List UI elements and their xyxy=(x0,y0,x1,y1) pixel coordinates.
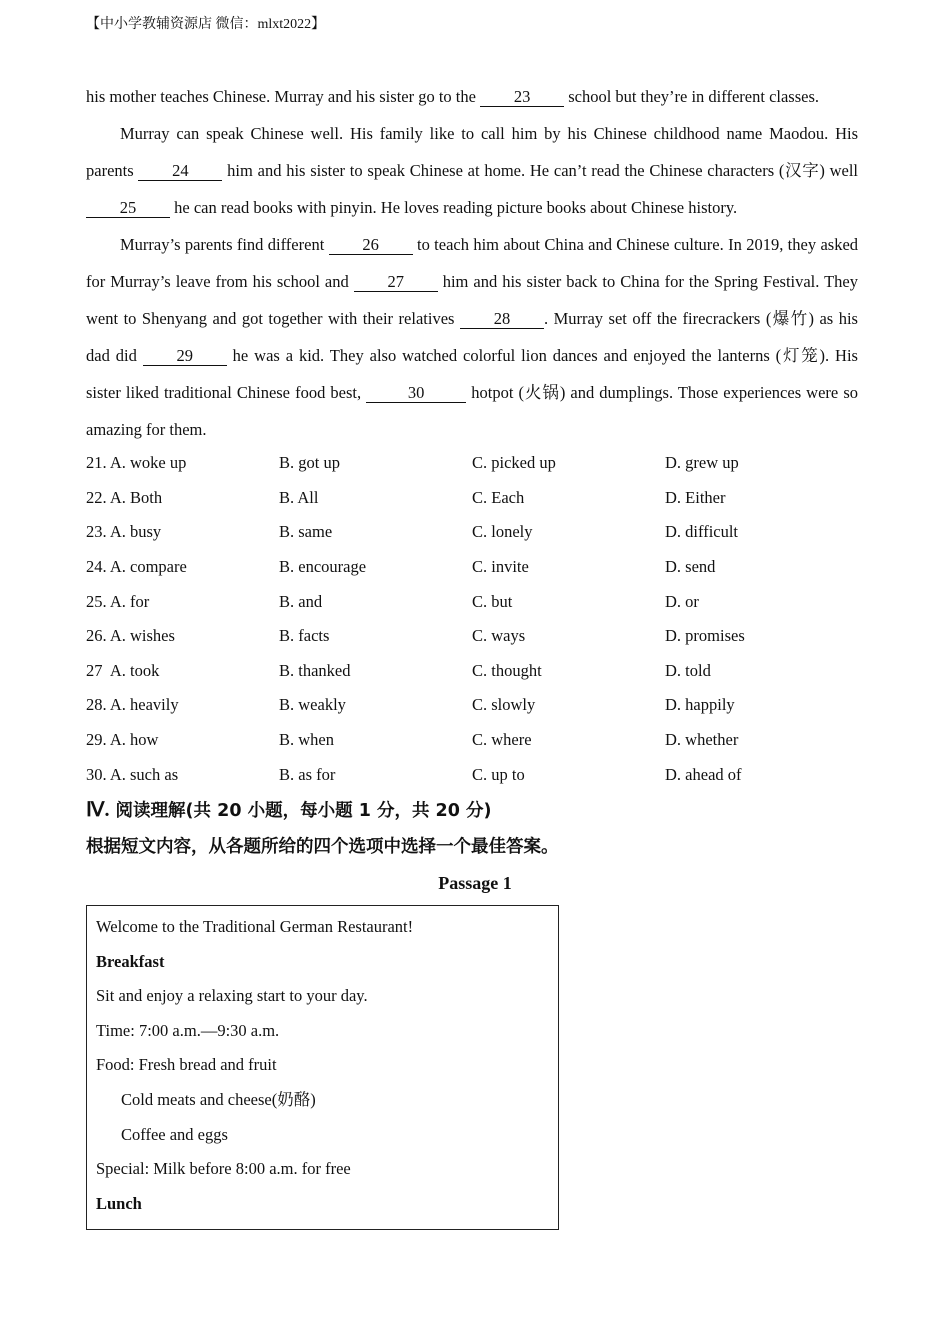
text: he was a kid. They also watched colorful lion dances and enjoyed the lanterns (灯笼). His sister liked traditional Chinese food best, xyxy=(86,346,858,402)
question-row xyxy=(86,550,858,585)
menu-special: Special: Milk before 8:00 a.m. for free xyxy=(96,1159,351,1179)
passage-title: Passage 1 xyxy=(438,872,512,893)
text: his mother teaches Chinese. Murray and his sister go to the xyxy=(86,87,481,106)
question-row xyxy=(86,446,858,481)
option-c: C. but xyxy=(472,591,513,611)
text: Murray can speak Chinese well. His family like to call him by his Chinese childhood name Maodou. His parents xyxy=(86,124,858,180)
section-heading xyxy=(86,794,858,827)
option-d: D. or xyxy=(665,591,699,611)
section-title: 阅读理解(共 20 小题，每小题 1 分，共 20 分) xyxy=(109,800,492,821)
option-d: D. send xyxy=(665,557,716,577)
option-d: D. whether xyxy=(665,730,739,750)
paragraph-2 xyxy=(86,115,858,226)
blank-29: 29 xyxy=(143,347,227,366)
option-c: C. invite xyxy=(472,557,529,577)
option-c: C. picked up xyxy=(472,453,556,473)
option-a: 23. A. busy xyxy=(86,522,162,542)
option-a: 28. A. heavily xyxy=(86,695,179,715)
paragraph-3 xyxy=(86,226,858,448)
question-row xyxy=(86,688,858,723)
blank-28: 28 xyxy=(460,310,544,329)
option-d: D. ahead of xyxy=(665,764,742,784)
text: he can read books with pinyin. He loves reading picture books about Chinese history. xyxy=(170,198,738,217)
option-b: B. All xyxy=(279,487,319,507)
menu-lunch-heading: Lunch xyxy=(96,1193,142,1213)
option-b: B. facts xyxy=(279,626,330,646)
option-d: D. Either xyxy=(665,487,726,507)
text: Murray’s parents find different xyxy=(120,235,329,254)
menu-food: Food: Fresh bread and fruit xyxy=(96,1055,277,1075)
option-c: C. thought xyxy=(472,660,542,680)
option-b: B. weakly xyxy=(279,695,346,715)
option-d: D. told xyxy=(665,660,711,680)
option-b: B. same xyxy=(279,522,333,542)
blank-25: 25 xyxy=(86,199,170,218)
question-row xyxy=(86,515,858,550)
question-row xyxy=(86,654,858,689)
question-row xyxy=(86,584,858,619)
option-a: 24. A. compare xyxy=(86,557,187,577)
answer-options xyxy=(86,446,858,792)
question-row xyxy=(86,723,858,758)
menu-time: Time: 7:00 a.m.—9:30 a.m. xyxy=(96,1020,280,1040)
paragraph-1 xyxy=(86,78,858,115)
question-row xyxy=(86,619,858,654)
option-d: D. promises xyxy=(665,626,745,646)
option-a: 22. A. Both xyxy=(86,487,163,507)
option-b: B. got up xyxy=(279,453,340,473)
text: hotpot (火锅) and dumplings. Those experiences were so amazing for them. xyxy=(86,383,858,439)
option-a: 27 A. took xyxy=(86,660,160,680)
page-header: 【中小学教辅资源店 微信：mlxt2022】 xyxy=(86,17,326,32)
blank-26: 26 xyxy=(329,236,413,255)
option-b: B. and xyxy=(279,591,323,611)
menu-intro: Sit and enjoy a relaxing start to your day. xyxy=(96,986,368,1006)
menu-welcome: Welcome to the Traditional German Restaurant! xyxy=(96,916,414,936)
option-a: 26. A. wishes xyxy=(86,626,175,646)
option-a: 29. A. how xyxy=(86,730,159,750)
option-d: D. grew up xyxy=(665,453,739,473)
question-row xyxy=(86,481,858,516)
section-instruction: 根据短文内容，从各题所给的四个选项中选择一个最佳答案。 xyxy=(86,836,559,857)
text: . Murray set off the firecrackers (爆竹) as his dad did xyxy=(86,309,858,365)
text: to teach him about China and Chinese culture. In 2019, they asked for Murray’s leave from his school and xyxy=(86,235,859,291)
option-a: 30. A. such as xyxy=(86,764,179,784)
menu-breakfast-heading: Breakfast xyxy=(96,951,165,971)
blank-30: 30 xyxy=(366,384,466,403)
blank-24: 24 xyxy=(138,162,222,181)
text: him and his sister back to China for the Spring Festival. They went to Shenyang and got together with their relatives xyxy=(86,272,858,328)
option-b: B. as for xyxy=(279,764,336,784)
option-c: C. up to xyxy=(472,764,525,784)
text: him and his sister to speak Chinese at home. He can’t read the Chinese characters (汉字) well xyxy=(222,161,858,180)
option-b: B. thanked xyxy=(279,660,351,680)
option-c: C. slowly xyxy=(472,695,536,715)
document-body xyxy=(86,78,858,1230)
option-a: 25. A. for xyxy=(86,591,150,611)
option-d: D. difficult xyxy=(665,522,739,542)
restaurant-menu-box xyxy=(86,905,559,1230)
section-number: Ⅳ. xyxy=(86,798,110,821)
option-c: C. ways xyxy=(472,626,526,646)
option-a: 21. A. woke up xyxy=(86,453,187,473)
question-row xyxy=(86,757,858,792)
text: school but they’re in different classes. xyxy=(564,87,820,106)
option-c: C. Each xyxy=(472,487,525,507)
option-b: B. encourage xyxy=(279,557,367,577)
option-b: B. when xyxy=(279,730,334,750)
blank-23: 23 xyxy=(480,88,564,107)
option-c: C. lonely xyxy=(472,522,533,542)
option-d: D. happily xyxy=(665,695,735,715)
blank-27: 27 xyxy=(354,273,438,292)
menu-food-item: Coffee and eggs xyxy=(121,1124,228,1144)
option-c: C. where xyxy=(472,730,532,750)
menu-food-item: Cold meats and cheese(奶酪) xyxy=(121,1089,316,1109)
